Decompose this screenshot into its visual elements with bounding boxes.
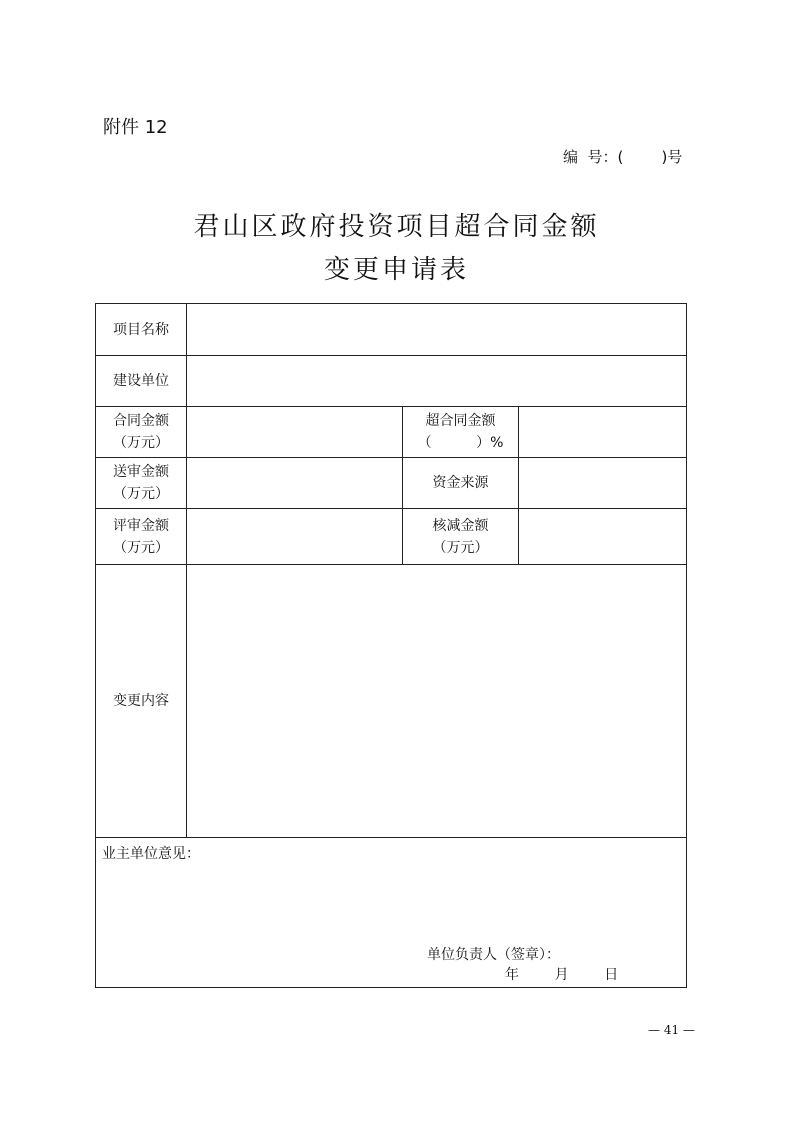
reviewed-amount-field[interactable] (187, 509, 402, 564)
date-line: 年 月 日 (505, 967, 619, 983)
over-contract-field[interactable] (519, 407, 686, 457)
page-number: — 41 — (648, 1023, 695, 1037)
fund-source-field[interactable] (519, 458, 686, 508)
reduction-amount-label-line1: 核减金额 (432, 517, 489, 534)
project-name-label: 项目名称 (113, 321, 169, 338)
page-title-line-1: 君山区政府投资项目超合同金额 (193, 212, 600, 242)
builder-field[interactable] (187, 356, 686, 406)
contract-amount-label (96, 407, 186, 457)
reviewed-amount-label-line2: （万元） (113, 539, 169, 556)
builder-label: 建设单位 (113, 373, 169, 389)
application-form-table (95, 303, 687, 988)
owner-opinion-label: 业主单位意见： (102, 846, 200, 862)
change-content-field[interactable] (187, 565, 686, 837)
submitted-amount-label-line2: （万元） (113, 486, 169, 502)
reduction-amount-label (403, 509, 518, 564)
project-name-field[interactable] (187, 304, 686, 355)
reviewed-amount-label-line1: 评审金额 (113, 517, 169, 534)
over-contract-label-line2: （ ）% (417, 435, 504, 451)
change-content-label: 变更内容 (113, 693, 169, 709)
signer-label: 单位负责人（签章）： (427, 947, 560, 963)
reduction-amount-field[interactable] (519, 509, 686, 564)
over-contract-label-line1: 超合同金额 (425, 413, 496, 429)
submitted-amount-label-line1: 送审金额 (113, 464, 169, 480)
contract-amount-label-line2: （万元） (113, 435, 169, 451)
submitted-amount-field[interactable] (187, 458, 402, 508)
page-title-line-2: 变更申请表 (323, 255, 469, 285)
over-contract-label (403, 407, 518, 457)
fund-source-label: 资金来源 (432, 475, 489, 491)
contract-amount-label-line1: 合同金额 (113, 413, 169, 429)
contract-amount-field[interactable] (187, 407, 402, 457)
submitted-amount-label (96, 458, 186, 508)
reviewed-amount-label (96, 509, 186, 564)
attachment-label: 附件 12 (103, 117, 168, 138)
reduction-amount-label-line2: （万元） (432, 539, 489, 556)
serial-number-label: 编 号：( )号 (563, 148, 683, 166)
